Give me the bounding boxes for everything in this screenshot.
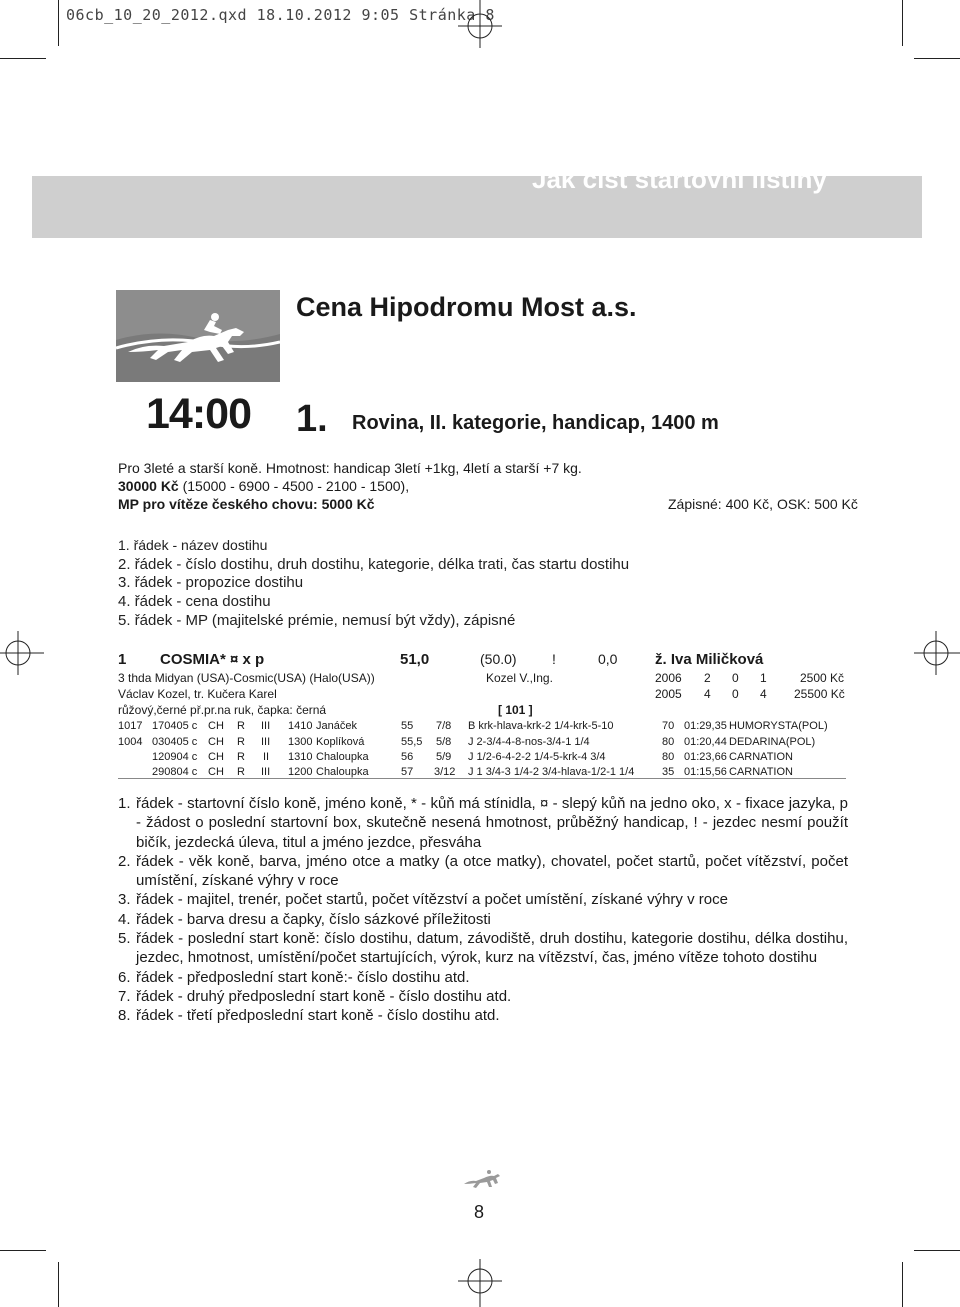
form-distance: 1310 xyxy=(288,751,313,763)
stats-places: 4 xyxy=(760,687,767,701)
form-weight: 57 xyxy=(401,766,414,778)
card-start-number: 1 xyxy=(118,651,127,668)
legend-text: řádek - barva dresu a čapky, číslo sázkové příležitosti xyxy=(136,910,491,928)
printer-slug: 06cb_10_20_2012.qxd 18.10.2012 9:05 Stránka 8 xyxy=(66,6,495,24)
legend-text: řádek - třetí předposlední start koně - číslo dostihu atd. xyxy=(136,1007,500,1025)
card-legend-item xyxy=(118,910,848,929)
form-type: R xyxy=(237,736,245,748)
race-mp: MP pro vítěze českého chovu: 5000 Kč xyxy=(118,496,375,512)
form-jockey: Chaloupka xyxy=(316,751,369,763)
card-colors: růžový,černé př.pr.na ruk, čapka: černá xyxy=(118,703,327,717)
form-jockey: Chaloupka xyxy=(316,766,369,778)
form-category: III xyxy=(261,720,271,732)
form-date: 290804 c xyxy=(152,766,198,778)
form-jockey: Janáček xyxy=(316,720,357,732)
legend-text: řádek - poslední start koně: číslo dostihu, datum, závodiště, druh dostihu, kategorie dostihu, délka dostihu, jezdec, hmotnost, umístění/počet startujících, výrok, kurz na vítězství, čas, jméno vítěze tohoto dostihu xyxy=(136,930,848,967)
form-winner: CARNATION xyxy=(729,766,793,778)
form-date: 120904 c xyxy=(152,751,198,763)
card-legend-item xyxy=(118,890,848,909)
legend-number: 1. xyxy=(118,795,131,812)
card-legend-item xyxy=(118,968,848,987)
form-weight: 56 xyxy=(401,751,414,763)
legend-number: 6. xyxy=(118,968,131,986)
form-position: 5/8 xyxy=(436,736,452,748)
card-odds: 0,0 xyxy=(598,651,618,667)
form-winner: HUMORYSTA(POL) xyxy=(729,720,828,732)
card-bet-number: [ 101 ] xyxy=(498,703,533,717)
legend-text: řádek - předposlední start koně:- číslo dostihu atd. xyxy=(136,968,470,986)
form-odds: 80 xyxy=(662,736,675,748)
horse-silhouette-icon xyxy=(462,1166,502,1192)
card-handicap: (50.0) xyxy=(480,651,517,667)
form-track: CH xyxy=(208,736,224,748)
form-distance: 1200 xyxy=(288,766,313,778)
race-time: 14:00 xyxy=(146,390,251,438)
form-track: CH xyxy=(208,720,224,732)
legend-line: 1. řádek - název dostihu xyxy=(118,537,268,553)
stats-wins: 0 xyxy=(732,687,739,701)
card-horse-name: COSMIA* ¤ x p xyxy=(160,651,265,668)
stats-year: 2005 xyxy=(655,687,682,701)
card-owner-trainer: Václav Kozel, tr. Kučera Karel xyxy=(118,687,277,701)
card-legend-item xyxy=(118,794,848,852)
race-name: Cena Hipodromu Most a.s. xyxy=(296,292,637,322)
card-legend xyxy=(118,794,848,1026)
form-time: 01:20,44 xyxy=(684,736,727,748)
form-type: R xyxy=(237,751,245,763)
form-race: 1004 xyxy=(118,736,143,748)
form-track: CH xyxy=(208,766,224,778)
form-time: 01:15,56 xyxy=(684,766,727,778)
stats-earnings: 25500 Kč xyxy=(794,687,845,701)
card-weight: 51,0 xyxy=(400,651,430,668)
form-odds: 70 xyxy=(662,720,675,732)
form-type: R xyxy=(237,720,245,732)
legend-line: 3. řádek - propozice dostihu xyxy=(118,574,304,591)
legend-number: 7. xyxy=(118,987,131,1005)
form-distance: 1410 xyxy=(288,720,313,732)
stats-wins: 0 xyxy=(732,671,739,685)
card-divider xyxy=(118,778,846,779)
race-info: Rovina, II. kategorie, handicap, 1400 m xyxy=(352,412,719,434)
legend-number: 2. xyxy=(118,852,131,870)
form-comment: J 1/2-6-4-2-2 1/4-5-krk-4 3/4 xyxy=(468,751,606,763)
legend-line: 4. řádek - cena dostihu xyxy=(118,593,271,610)
card-legend-item xyxy=(118,987,848,1006)
form-date: 170405 c xyxy=(152,720,198,732)
stats-starts: 4 xyxy=(704,687,711,701)
page-number: 8 xyxy=(474,1202,485,1222)
legend-number: 5. xyxy=(118,930,131,948)
stats-places: 1 xyxy=(760,671,767,685)
legend-text: řádek - startovní číslo koně, jméno koně, * - kůň má stínidla, ¤ - slepý kůň na jedno oko, x - fixace jazyka, p - žádost o poslední startovní box, skutečně nesená hmotnost, průběžný handicap, ! - jezdec nesmí použít bičík, jezdecká úleva, titul a jméno jezdce, přesváha xyxy=(136,795,848,851)
card-jockey: ž. Iva Miličková xyxy=(655,651,764,668)
form-comment: J 2-3/4-4-8-nos-3/4-1 1/4 xyxy=(468,736,590,748)
form-race: 1017 xyxy=(118,720,143,732)
form-position: 7/8 xyxy=(436,720,452,732)
card-legend-item xyxy=(118,1006,848,1025)
form-distance: 1300 xyxy=(288,736,313,748)
form-winner: CARNATION xyxy=(729,751,793,763)
legend-text: řádek - věk koně, barva, jméno otce a matky (a otce matky), chovatel, počet startů, počet vítězství, počet umístění, získané výhry v roce xyxy=(136,852,848,890)
legend-text: řádek - majitel, trenér, počet startů, počet vítězství a počet umístění, získané výhry v roce xyxy=(136,891,728,909)
card-legend-item xyxy=(118,852,848,891)
form-date: 030405 c xyxy=(152,736,198,748)
form-position: 3/12 xyxy=(434,766,456,778)
legend-line: 5. řádek - MP (majitelské prémie, nemusí být vždy), zápisné xyxy=(118,612,516,629)
race-number: 1. xyxy=(296,398,328,440)
racehorse-icon xyxy=(116,290,280,382)
form-type: R xyxy=(237,766,245,778)
section-title: Jak číst startovní listiny xyxy=(532,164,827,194)
race-conditions: Pro 3leté a starší koně. Hmotnost: handicap 3letí +1kg, 4letí a starší +7 kg. xyxy=(118,460,582,476)
legend-text: řádek - druhý předposlední start koně - číslo dostihu atd. xyxy=(136,987,512,1005)
card-breeding: 3 thda Midyan (USA)-Cosmic(USA) (Halo(USA)) xyxy=(118,671,375,685)
form-category: II xyxy=(263,751,270,763)
card-legend-item xyxy=(118,929,848,968)
prize-split: (15000 - 6900 - 4500 - 2100 - 1500), xyxy=(178,478,410,494)
race-fees: Zápisné: 400 Kč, OSK: 500 Kč xyxy=(668,496,858,512)
legend-number: 4. xyxy=(118,910,131,928)
stats-year: 2006 xyxy=(655,671,682,685)
form-jockey: Koplíková xyxy=(316,736,365,748)
form-winner: DEDARINA(POL) xyxy=(729,736,816,748)
card-breeder: Kozel V.,Ing. xyxy=(486,671,553,685)
form-odds: 35 xyxy=(662,766,675,778)
race-prize xyxy=(118,478,409,494)
form-position: 5/9 xyxy=(436,751,452,763)
stats-starts: 2 xyxy=(704,671,711,685)
form-track: CH xyxy=(208,751,224,763)
form-weight: 55 xyxy=(401,720,414,732)
form-comment: B krk-hlava-krk-2 1/4-krk-5-10 xyxy=(468,720,614,732)
form-comment: J 1 3/4-3 1/4-2 3/4-hlava-1/2-1 1/4 xyxy=(468,766,635,778)
form-category: III xyxy=(261,736,271,748)
card-flag: ! xyxy=(552,651,556,667)
stats-earnings: 2500 Kč xyxy=(800,671,845,685)
prize-total: 30000 Kč xyxy=(118,478,179,494)
form-category: III xyxy=(261,766,271,778)
legend-number: 3. xyxy=(118,891,131,909)
form-weight: 55,5 xyxy=(401,736,423,748)
form-odds: 80 xyxy=(662,751,675,763)
form-time: 01:23,66 xyxy=(684,751,727,763)
legend-line: 2. řádek - číslo dostihu, druh dostihu, kategorie, délka trati, čas startu dostihu xyxy=(118,556,630,573)
legend-number: 8. xyxy=(118,1007,131,1025)
form-time: 01:29,35 xyxy=(684,720,727,732)
racecourse-logo xyxy=(116,290,280,382)
